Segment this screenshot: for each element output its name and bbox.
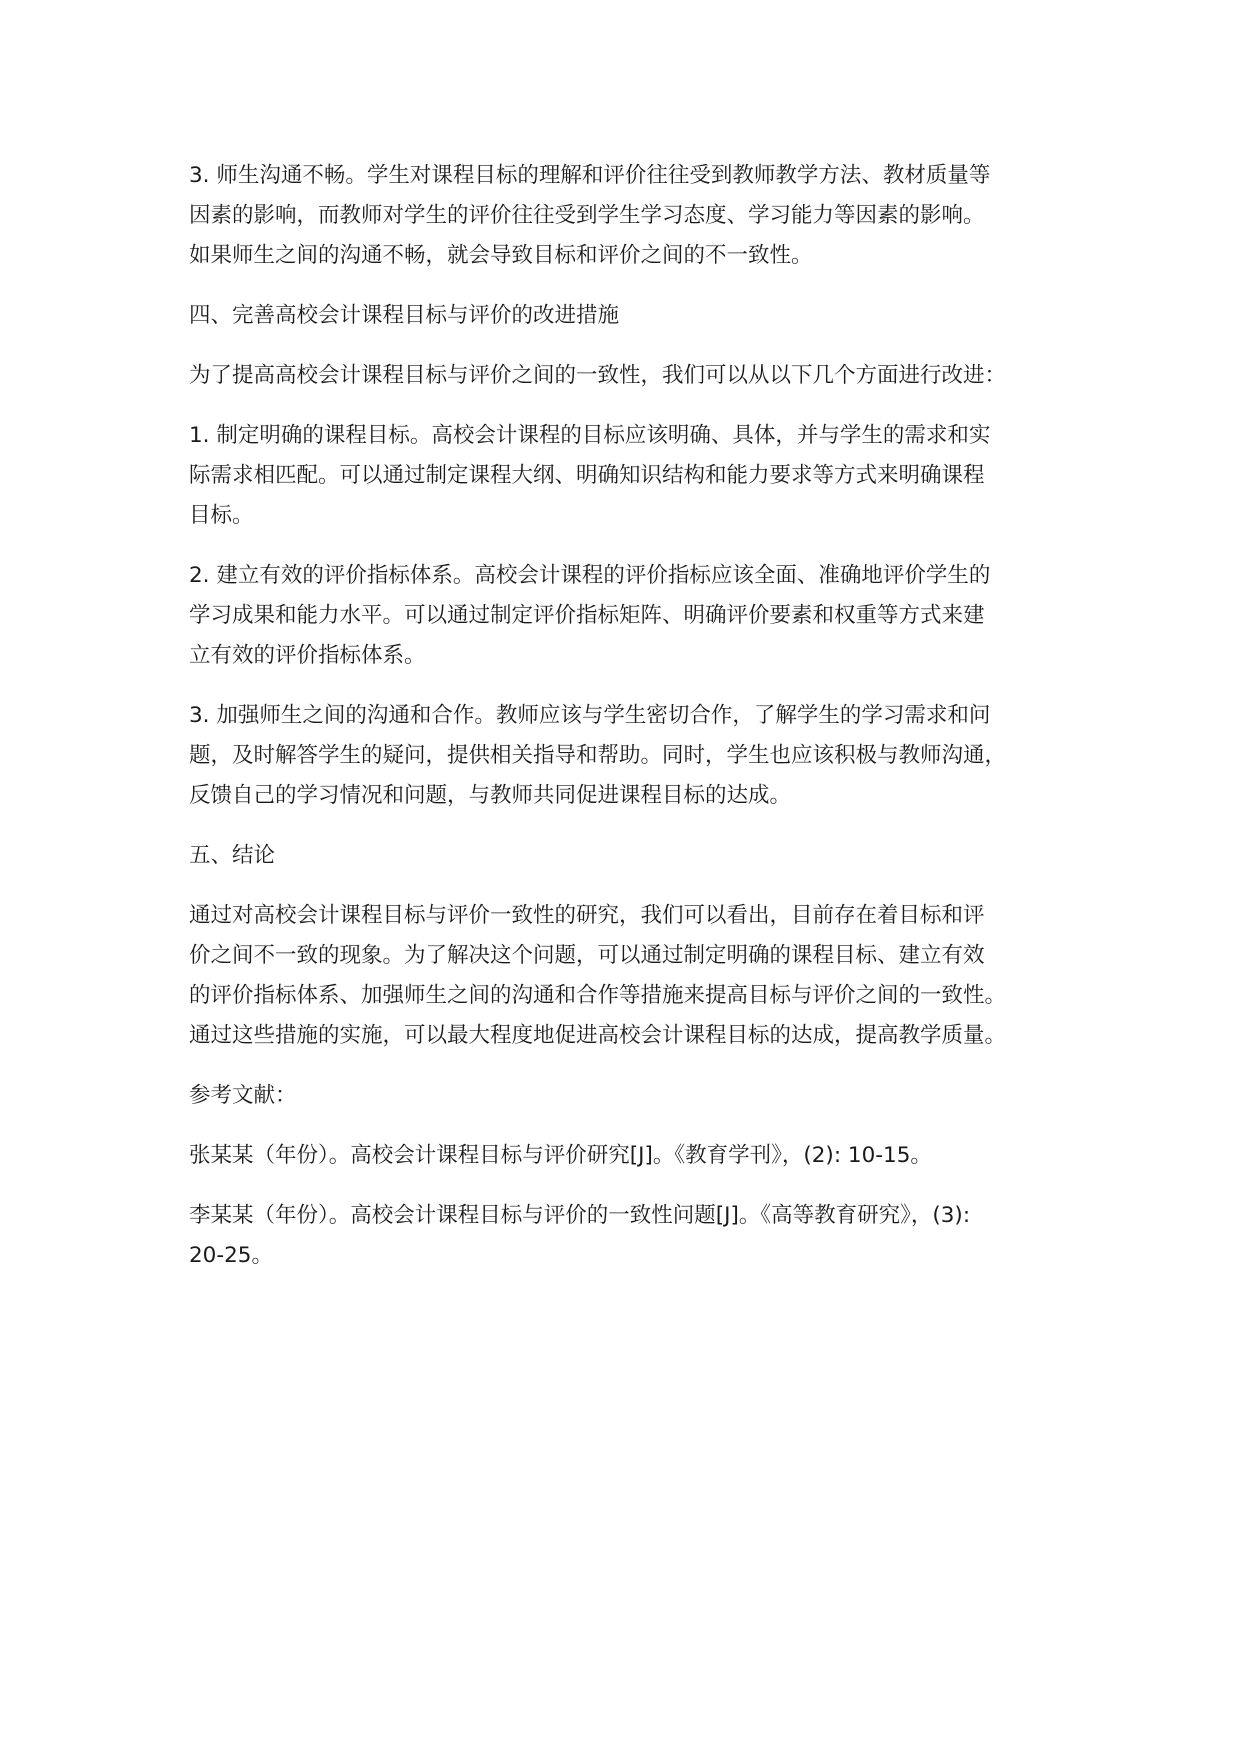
text-line: 价之间不一致的现象。为了解决这个问题，可以通过制定明确的课程目标、建立有效 [189, 943, 985, 968]
text-line: 通过这些措施的实施，可以最大程度地促进高校会计课程目标的达成，提高教学质量。 [189, 1023, 1007, 1048]
text-line: 20-25。 [189, 1243, 273, 1268]
paragraph-communication-issue [189, 156, 1079, 276]
text-line: 为了提高高校会计课程目标与评价之间的一致性，我们可以从以下几个方面进行改进： [189, 363, 1007, 388]
text-line: 的评价指标体系、加强师生之间的沟通和合作等措施来提高目标与评价之间的一致性。 [189, 983, 1007, 1008]
heading-line: 四、完善高校会计课程目标与评价的改进措施 [189, 303, 620, 328]
references-heading [189, 1076, 1079, 1116]
paragraph-conclusion [189, 896, 1079, 1056]
text-line: 通过对高校会计课程目标与评价一致性的研究，我们可以看出，目前存在着目标和评 [189, 903, 985, 928]
text-line: 1. 制定明确的课程目标。高校会计课程的目标应该明确、具体，并与学生的需求和实 [189, 423, 991, 448]
heading-line: 参考文献： [189, 1083, 297, 1108]
text-line: 李某某（年份）。高校会计课程目标与评价的一致性问题[J]。《高等教育研究》，(3): [189, 1203, 971, 1228]
section-heading-improvements [189, 296, 1079, 336]
text-line: 3. 师生沟通不畅。学生对课程目标的理解和评价往往受到教师教学方法、教材质量等 [189, 163, 991, 188]
paragraph-measure-2 [189, 556, 1079, 676]
paragraph-measure-1 [189, 416, 1079, 536]
document-body [189, 156, 1079, 1276]
text-line: 张某某（年份）。高校会计课程目标与评价研究[J]。《教育学刊》，(2): 10-15。 [189, 1143, 932, 1168]
reference-entry-2 [189, 1196, 1079, 1276]
heading-line: 五、结论 [189, 843, 276, 868]
reference-entry-1 [189, 1136, 1079, 1176]
text-line: 立有效的评价指标体系。 [189, 643, 426, 668]
text-line: 反馈自己的学习情况和问题，与教师共同促进课程目标的达成。 [189, 783, 792, 808]
text-line: 如果师生之间的沟通不畅，就会导致目标和评价之间的不一致性。 [189, 243, 813, 268]
text-line: 题，及时解答学生的疑问，提供相关指导和帮助。同时，学生也应该积极与教师沟通， [189, 743, 1007, 768]
text-line: 目标。 [189, 503, 254, 528]
text-line: 2. 建立有效的评价指标体系。高校会计课程的评价指标应该全面、准确地评价学生的 [189, 563, 991, 588]
paragraph-measure-3 [189, 696, 1079, 816]
text-line: 学习成果和能力水平。可以通过制定评价指标矩阵、明确评价要素和权重等方式来建 [189, 603, 985, 628]
text-line: 际需求相匹配。可以通过制定课程大纲、明确知识结构和能力要求等方式来明确课程 [189, 463, 985, 488]
paragraph-intro [189, 356, 1079, 396]
text-line: 因素的影响，而教师对学生的评价往往受到学生学习态度、学习能力等因素的影响。 [189, 203, 985, 228]
text-line: 3. 加强师生之间的沟通和合作。教师应该与学生密切合作，了解学生的学习需求和问 [189, 703, 991, 728]
section-heading-conclusion [189, 836, 1079, 876]
